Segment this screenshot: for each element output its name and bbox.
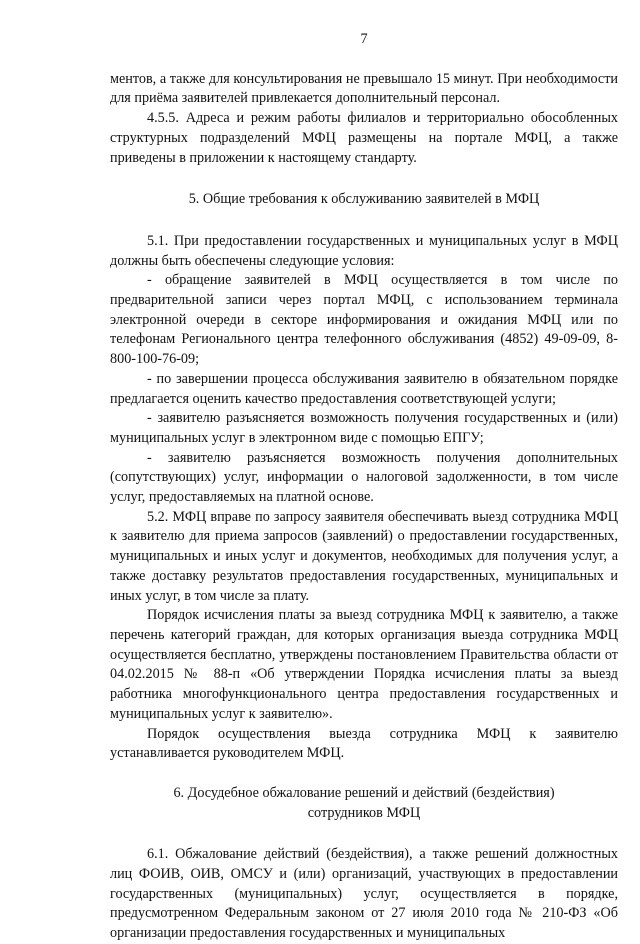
- page-number: 7: [360, 31, 368, 47]
- document-page: [110, 30, 618, 944]
- paragraph-5-2-payment-order: Порядок исчисления платы за выезд сотрудника МФЦ к заявителю, а также перечень категорий граждан, для которых организация выезда сотрудника МФЦ осуществляется бесплатно, утверждены постановлением Правительства области от 04.02.2015 № 88-п «Об утверждении Порядка исчисления платы за выезд работника многофункционального центра предоставления государственных и муниципальных услуг к заявителю».: [110, 607, 618, 722]
- section-6-heading-line-2: сотрудников МФЦ: [307, 804, 421, 821]
- paragraph-5-1-bullet-2: - по завершении процесса обслуживания заявителю в обязательном порядке предлагается оценить качество предоставления соответствующей услуги;: [110, 370, 618, 407]
- paragraph-6-1: 6.1. Обжалование действий (бездействия), а также решений должностных лиц ФОИВ, ОИВ, ОМСУ и (или) организаций, участвующих в предоставлении государственных (муниципальных) услуг, осуществляется в порядке, предусмотренном Федеральным законом от 27 июля 2010 года № 210-ФЗ «Об организации предоставления государственных и муниципальных: [110, 846, 618, 942]
- section-6-heading: [110, 784, 618, 823]
- paragraph-4-5-5: 4.5.5. Адреса и режим работы филиалов и территориально обособленных структурных подразделений МФЦ размещены на портале МФЦ, а также приведены в приложении к настоящему стандарту.: [110, 110, 618, 166]
- section-5-heading: 5. Общие требования к обслуживанию заявителей в МФЦ: [188, 191, 540, 208]
- paragraph-5-1-bullet-3: - заявителю разъясняется возможность получения государственных и (или) муниципальных услуг в электронном виде с помощью ЕПГУ;: [110, 410, 618, 446]
- paragraph-5-1-bullet-1: - обращение заявителей в МФЦ осуществляется в том числе по предварительной записи через портал МФЦ, с использованием терминала электронной очереди в секторе информирования и ожидания МФЦ или по телефонам Регионального центра телефонного обслуживания (4852) 49-09-09, 8-800-100-76-09;: [110, 272, 618, 368]
- section-6-heading-line-1: 6. Досудебное обжалование решений и действий (бездействия): [173, 784, 555, 801]
- paragraph-5-2: 5.2. МФЦ вправе по запросу заявителя обеспечивать выезд сотрудника МФЦ к заявителю для приема запросов (заявлений) о предоставлении государственных, муниципальных и иных услуг и документов, необходимых для получения услуг, а также доставку результатов предоставления государственных, муниципальных и иных услуг, в том числе за плату.: [110, 508, 618, 604]
- paragraph-5-2-visit-order: Порядок осуществления выезда сотрудника МФЦ к заявителю устанавливается руководителем МФЦ.: [110, 725, 618, 762]
- paragraph-intro-continuation: ментов, а также для консультирования не превышало 15 минут. При необходимости для приёма заявителей привлекается дополнительный персонал.: [110, 70, 618, 107]
- paragraph-5-1-bullet-4: - заявителю разъясняется возможность получения дополнительных (сопутствующих) услуг, информации о налоговой задолженности, в том числе услуг, предоставляемых на платной основе.: [110, 449, 618, 506]
- paragraph-5-1: 5.1. При предоставлении государственных и муниципальных услуг в МФЦ должны быть обеспечены следующие условия:: [110, 232, 618, 269]
